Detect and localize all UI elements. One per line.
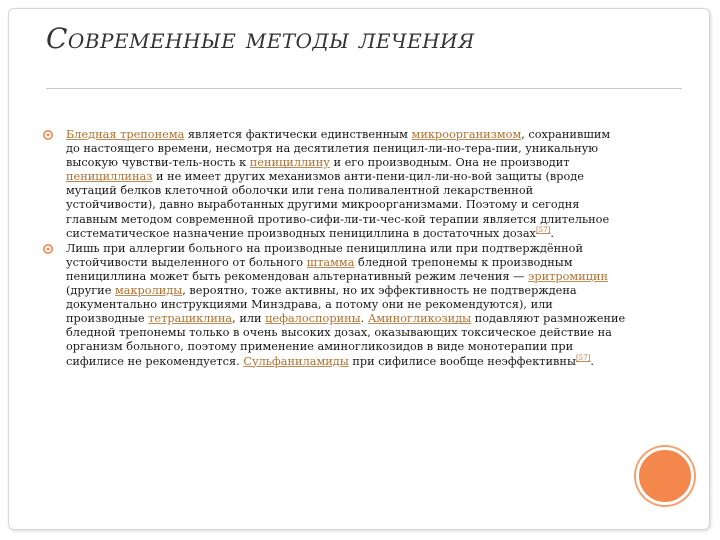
text-segment: , сохранившим до настоящего времени, несмотря на десятилетия пеницил-ли-но-тера-пии, уникальную высокую чувстви-тель-ность к bbox=[66, 128, 611, 170]
text-segment: , вероятно, тоже активны, но их эффективность не подтверждена документально инструкциями Минздрава, а потому они не рекомендуются), или производные bbox=[66, 284, 577, 326]
text-segment: является фактически единственным bbox=[184, 128, 412, 141]
bullet-icon bbox=[42, 243, 54, 255]
link-strain[interactable]: штамма bbox=[306, 255, 355, 269]
text-segment: . bbox=[590, 354, 594, 368]
link-macrolides[interactable]: макролиды bbox=[114, 284, 183, 298]
link-penicillinase[interactable]: пенициллиназ bbox=[66, 170, 153, 184]
text-segment: . bbox=[360, 312, 368, 326]
link-erythromycin[interactable]: эритромицин bbox=[528, 269, 609, 283]
bullet-paragraph-2 bbox=[66, 242, 626, 369]
text-segment: и его производным. Она не производит bbox=[329, 156, 570, 170]
link-microorganism[interactable]: микроорганизмом bbox=[411, 128, 522, 141]
decorative-orange-circle bbox=[636, 447, 694, 505]
link-cephalosporins[interactable]: цефалоспорины bbox=[265, 312, 361, 326]
text-segment: и не имеет других механизмов анти-пени-цил-ли-но-вой защиты (вроде мутаций белков клеточной оболочки или гена поливалентной лекарственной устойчивости), давно выработанных другими микроорганизмами. Поэтому и сегодня главным методом современной противо-сифи-ли-ти-чес-кой терапии является длительное систематическое назначение производных пенициллина в достаточных дозах bbox=[66, 170, 610, 240]
text-segment: . bbox=[550, 226, 554, 240]
citation-57[interactable]: [57] bbox=[535, 225, 551, 234]
citation-57[interactable]: [57] bbox=[575, 353, 591, 362]
link-sulfonamides[interactable]: Сульфаниламиды bbox=[243, 354, 349, 368]
text-segment: при сифилисе вообще неэффективны bbox=[348, 354, 576, 368]
text-segment: подавляют размножение бледной трепонемы только в очень высоких дозах, оказывающих токсическое действие на организм больного, поэтому применение аминогликозидов в виде монотерапии при сифилисе не рекомендуется. bbox=[66, 312, 626, 368]
link-tetracycline[interactable]: тетрациклина bbox=[148, 312, 233, 326]
link-pale-treponema[interactable]: Бледная трепонема bbox=[66, 128, 185, 141]
link-aminoglycosides[interactable]: Аминогликозиды bbox=[367, 312, 472, 326]
title-divider bbox=[46, 88, 682, 89]
slide-content bbox=[66, 128, 626, 370]
text-segment: Лишь при аллергии больного на производные пенициллина или при подтверждённой устойчивости выделенного от больного bbox=[66, 241, 583, 269]
bullet-icon bbox=[42, 129, 54, 141]
link-penicillin[interactable]: пенициллину bbox=[249, 156, 330, 170]
text-segment: бледной трепонемы к производным пенициллина может быть рекомендован альтернативный режим лечения — bbox=[66, 255, 573, 283]
slide-title: Современные методы лечения bbox=[46, 22, 475, 55]
text-segment: , или bbox=[232, 312, 266, 326]
bullet-paragraph-1 bbox=[66, 128, 626, 241]
text-segment: (другие bbox=[66, 284, 115, 298]
